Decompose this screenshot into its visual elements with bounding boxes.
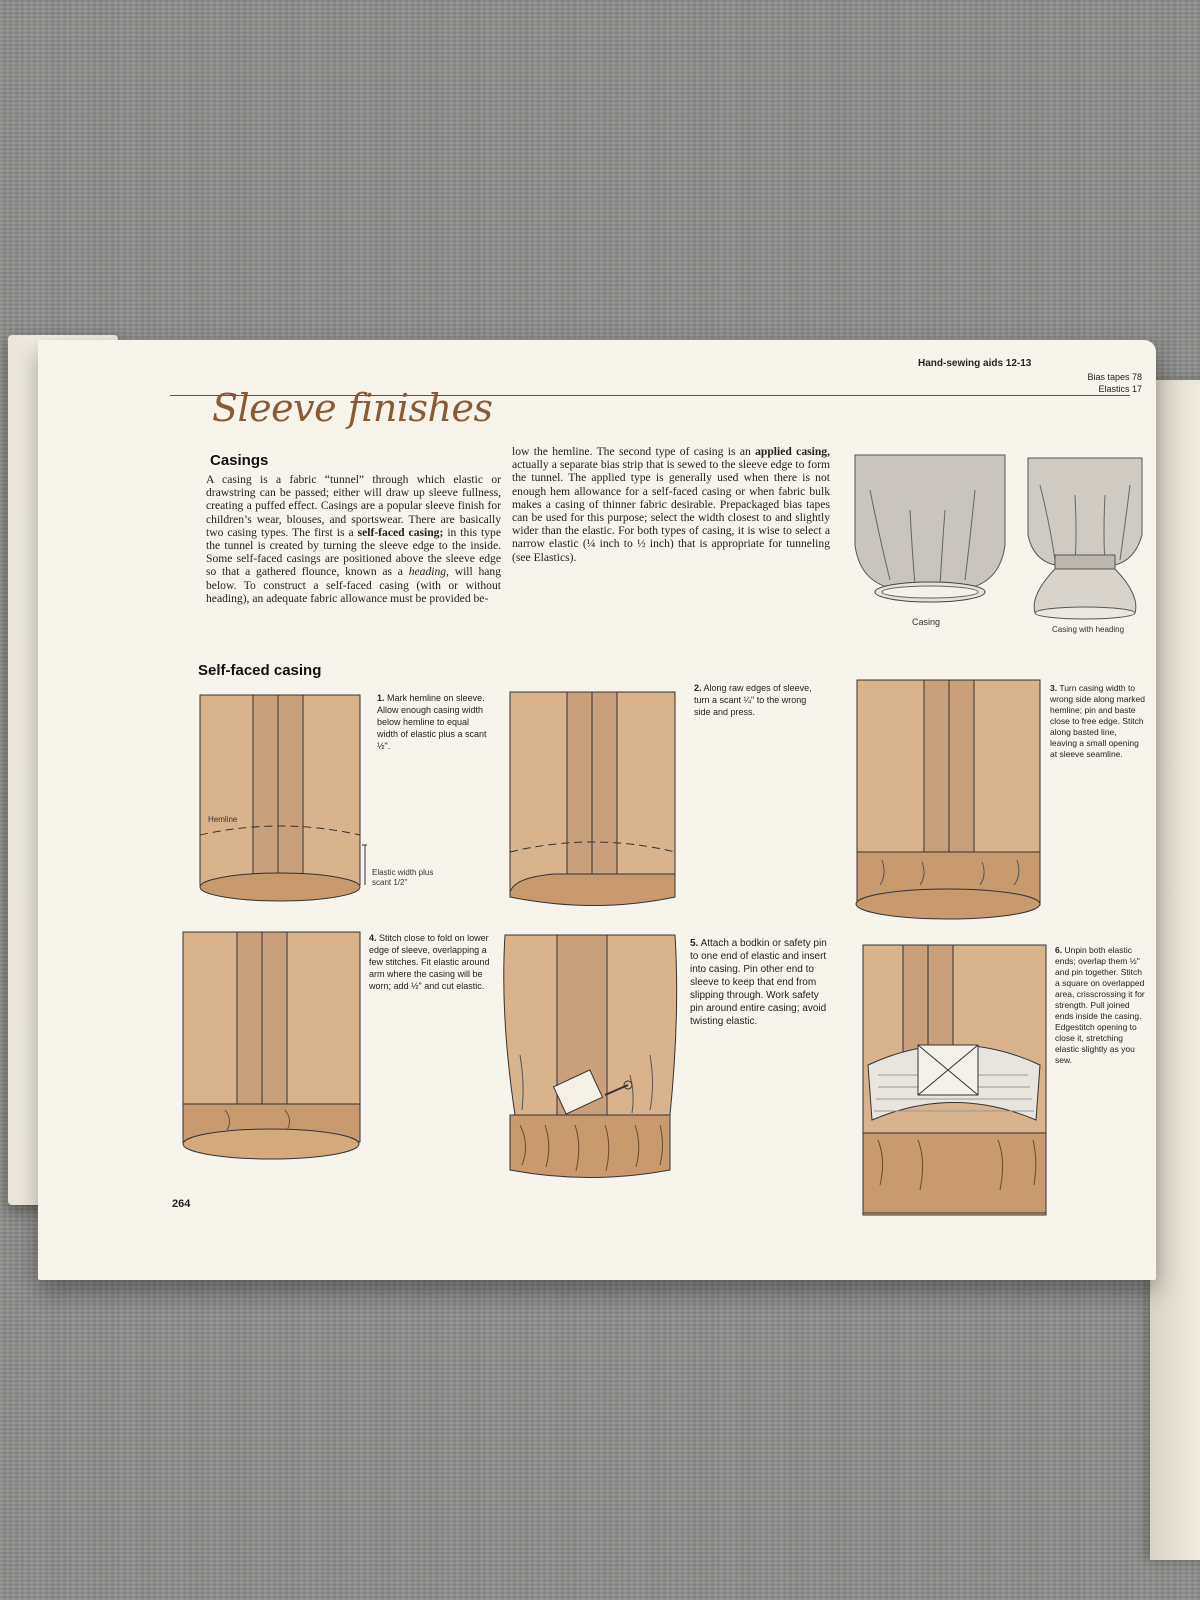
step-number: 5. (690, 938, 699, 949)
step-number: 6. (1055, 945, 1063, 955)
step-2-illustration (505, 692, 680, 917)
step-6-illustration (858, 945, 1050, 1215)
step-5-caption (690, 937, 830, 1028)
step-number: 3. (1050, 683, 1058, 693)
text-run: will hang below. To construct a self-faced casing (with or without heading), an adequate fabric allowance must be provided be- (206, 565, 502, 605)
figure-label-casing-with-heading: Casing with heading (1052, 625, 1125, 634)
casings-column-1 (206, 473, 501, 605)
term-heading: heading, (408, 565, 449, 579)
casing-illustration (850, 450, 1010, 620)
step-number: 2. (694, 683, 702, 693)
step-3-caption (1050, 683, 1145, 760)
step-5-illustration (500, 935, 680, 1185)
step-text: Stitch close to fold on lower edge of sleeve, overlapping a few stitches. Fit elastic around arm where the casing will be worn; add ½" and cut elastic. (369, 933, 490, 991)
section-heading-self-faced-casing: Self-faced casing (198, 662, 322, 679)
step-6-caption (1055, 945, 1145, 1066)
casings-column-2 (512, 445, 830, 564)
step-text: Along raw edges of sleeve, turn a scant ¼" to the wrong side and press. (694, 683, 812, 717)
step-1-caption (377, 692, 487, 752)
step-4-illustration (175, 932, 365, 1172)
page-number: 264 (172, 1198, 191, 1210)
step-number: 1. (377, 693, 385, 703)
text-run: low the hemline. The second type of casing is an (512, 445, 756, 458)
facing-page (1150, 380, 1200, 1560)
section-heading-casings: Casings (210, 452, 269, 469)
step-text: Attach a bodkin or safety pin to one end of elastic and insert into casing. Pin other end to sleeve to keep that end from slipping through. Work safety pin around entire casing; avoid twisting elastic. (690, 938, 827, 1027)
step-number: 4. (369, 933, 377, 943)
step-text: Mark hemline on sleeve. Allow enough casing width below hemline to equal width of elastic plus a scant ½". (377, 693, 487, 751)
cross-reference-link: Hand-sewing aids 12-13 (918, 358, 1032, 369)
term-applied-casing: applied casing, (755, 445, 830, 458)
step-text: Turn casing width to wrong side along marked hemline; pin and baste close to free edge. Stitch along basted line, leaving a small opening at sleeve seamline. (1050, 683, 1145, 759)
text-run: A casing is a fabric “tunnel” through which elastic or drawstring can be passed; either will draw up sleeve fullness, creating a puffed effect. Casings are a popular sleeve finish for children’s wear, blouses, and sportswear. There are basically two casing types. The first is a (206, 473, 501, 539)
label-elastic-width: Elastic width plus scant 1/2" (372, 868, 434, 887)
text-run: actually a separate bias strip that is sewed to the sleeve edge to form the tunnel. The applied type is generally used when there is not enough hem allowance for a self-faced casing or when fabric bulk makes a casing of thinner fabric desirable. Prepackaged bias tapes can be used for this purpose; select the width closest to and slightly wider than the elastic. For both types of casing, it is wise to select a narrow elastic (¼ inch to ½ inch) that is appropriate for tunneling (see Elastics). (512, 458, 830, 564)
step-2-caption (694, 682, 819, 718)
step-3-illustration (852, 680, 1044, 925)
side-tab-elastics: Elastics 17 (1098, 384, 1142, 394)
label-hemline: Hemline (208, 815, 238, 824)
casing-with-heading-illustration (1025, 455, 1145, 625)
side-tab-bias-tapes: Bias tapes 78 (1087, 372, 1142, 382)
page-title: Sleeve finishes (212, 386, 493, 430)
step-4-caption (369, 932, 494, 992)
term-self-faced: self-faced casing; (357, 525, 444, 539)
step-text: Unpin both elastic ends; overlap them ½" and pin together. Stitch a square on overlapped area, crisscrossing it for strength. Pull joined ends inside the casing. Edgestitch opening to close it, stretching elastic slightly as you sew. (1055, 945, 1145, 1065)
figure-label-casing: Casing (912, 617, 941, 627)
step-1-illustration (185, 695, 370, 910)
text-run: in this type the tunnel is created by turning the sleeve edge to the inside. Some self-faced casings are positioned above the sleeve edge so that a gathered flounce, known as a (206, 525, 501, 579)
